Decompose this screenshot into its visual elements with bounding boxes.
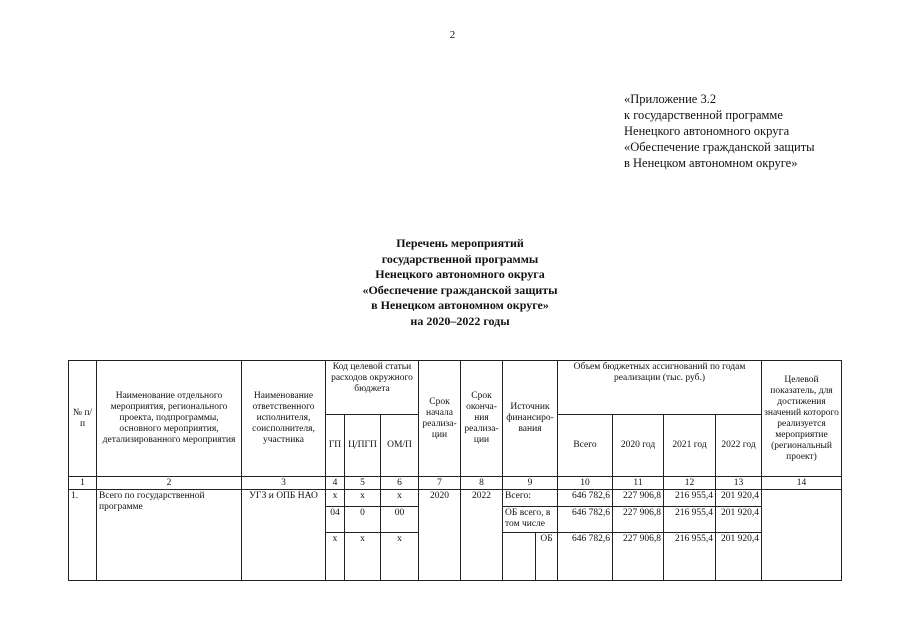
title-line: в Ненецком автономном округе» <box>371 298 549 313</box>
appendix-line: в Ненецком автономном округе» <box>624 156 798 170</box>
appendix-line: Ненецкого автономного округа <box>624 124 790 138</box>
cell-source-indent <box>503 533 536 581</box>
cell-2021: 216 955,4 <box>664 507 716 533</box>
column-number: 6 <box>381 477 419 490</box>
header-total: Всего <box>558 415 613 477</box>
cell-2022: 201 920,4 <box>716 533 762 581</box>
cell-2021: 216 955,4 <box>664 533 716 581</box>
cell-total: 646 782,6 <box>558 490 613 507</box>
cell-gp: х <box>326 490 345 507</box>
cell-omp: х <box>381 533 419 581</box>
appendix-line: к государственной программе <box>624 108 783 122</box>
row-executor: УГЗ и ОПБ НАО <box>242 490 326 581</box>
header-2022: 2022 год <box>716 415 762 477</box>
cell-source: Всего: <box>503 490 558 507</box>
header-start: Срок начала реализа-ции <box>419 361 461 477</box>
header-code-group: Код целевой статьи расходов окружного бюджета <box>326 361 419 415</box>
cell-source: ОБ всего, в том числе <box>503 507 558 533</box>
header-volume-group: Объем бюджетных ассигнований по годам реализации (тыс. руб.) <box>558 361 762 415</box>
cell-omp: х <box>381 490 419 507</box>
table-row <box>69 490 842 507</box>
header-2020: 2020 год <box>613 415 664 477</box>
column-number: 3 <box>242 477 326 490</box>
cell-source: ОБ <box>536 533 558 581</box>
cell-cpgp: х <box>345 490 381 507</box>
column-number: 9 <box>503 477 558 490</box>
header-code-omp: ОМ/П <box>381 415 419 477</box>
cell-2022: 201 920,4 <box>716 490 762 507</box>
header-row-top <box>69 361 842 415</box>
title-line: Ненецкого автономного округа <box>375 267 545 282</box>
title-line: «Обеспечение гражданской защиты <box>362 282 558 297</box>
column-number: 12 <box>664 477 716 490</box>
cell-omp: 00 <box>381 507 419 533</box>
page-number: 2 <box>449 29 456 41</box>
column-number: 10 <box>558 477 613 490</box>
appendix-line: «Приложение 3.2 <box>624 92 717 106</box>
row-num: 1. <box>69 490 97 581</box>
title-line: Перечень мероприятий <box>396 236 524 250</box>
header-code-cpgp: Ц/ПГП <box>345 415 381 477</box>
cell-2021: 216 955,4 <box>664 490 716 507</box>
column-number: 2 <box>97 477 242 490</box>
column-number: 5 <box>345 477 381 490</box>
header-2021: 2021 год <box>664 415 716 477</box>
column-number: 13 <box>716 477 762 490</box>
cell-2020: 227 906,8 <box>613 533 664 581</box>
column-number: 4 <box>326 477 345 490</box>
cell-cpgp: х <box>345 533 381 581</box>
cell-gp: 04 <box>326 507 345 533</box>
cell-2022: 201 920,4 <box>716 507 762 533</box>
header-code-gp: ГП <box>326 415 345 477</box>
header-executor: Наименование ответственного исполнителя, соисполнителя, участника <box>242 361 326 477</box>
cell-2020: 227 906,8 <box>613 490 664 507</box>
header-name: Наименование отдельного мероприятия, регионального проекта, подпрограммы, основного мероприятия, детализированного мероприятия <box>97 361 242 477</box>
cell-cpgp: 0 <box>345 507 381 533</box>
cell-total: 646 782,6 <box>558 533 613 581</box>
row-start: 2020 <box>419 490 461 581</box>
cell-2020: 227 906,8 <box>613 507 664 533</box>
cell-gp: х <box>326 533 345 581</box>
cell-total: 646 782,6 <box>558 507 613 533</box>
document-title <box>330 236 590 330</box>
column-number: 7 <box>419 477 461 490</box>
header-source: Источник финансиро-вания <box>503 361 558 477</box>
row-end: 2022 <box>461 490 503 581</box>
title-line: на 2020–2022 годы <box>410 313 510 328</box>
appendix-line: «Обеспечение гражданской защиты <box>624 140 815 154</box>
header-indicator: Целевой показатель, для достижения значений которого реализуется мероприятие (региональный проект) <box>762 361 842 477</box>
row-name: Всего по государственной программе <box>97 490 242 581</box>
header-end: Срок оконча-ния реализа-ции <box>461 361 503 477</box>
column-number: 14 <box>762 477 842 490</box>
column-number: 1 <box>69 477 97 490</box>
column-number: 8 <box>461 477 503 490</box>
header-num: № п/п <box>69 361 97 477</box>
title-line: государственной программы <box>381 251 539 266</box>
measures-table <box>68 360 842 581</box>
column-number-row <box>69 477 842 490</box>
appendix-note <box>624 91 815 171</box>
row-indicator <box>762 490 842 581</box>
column-number: 11 <box>613 477 664 490</box>
